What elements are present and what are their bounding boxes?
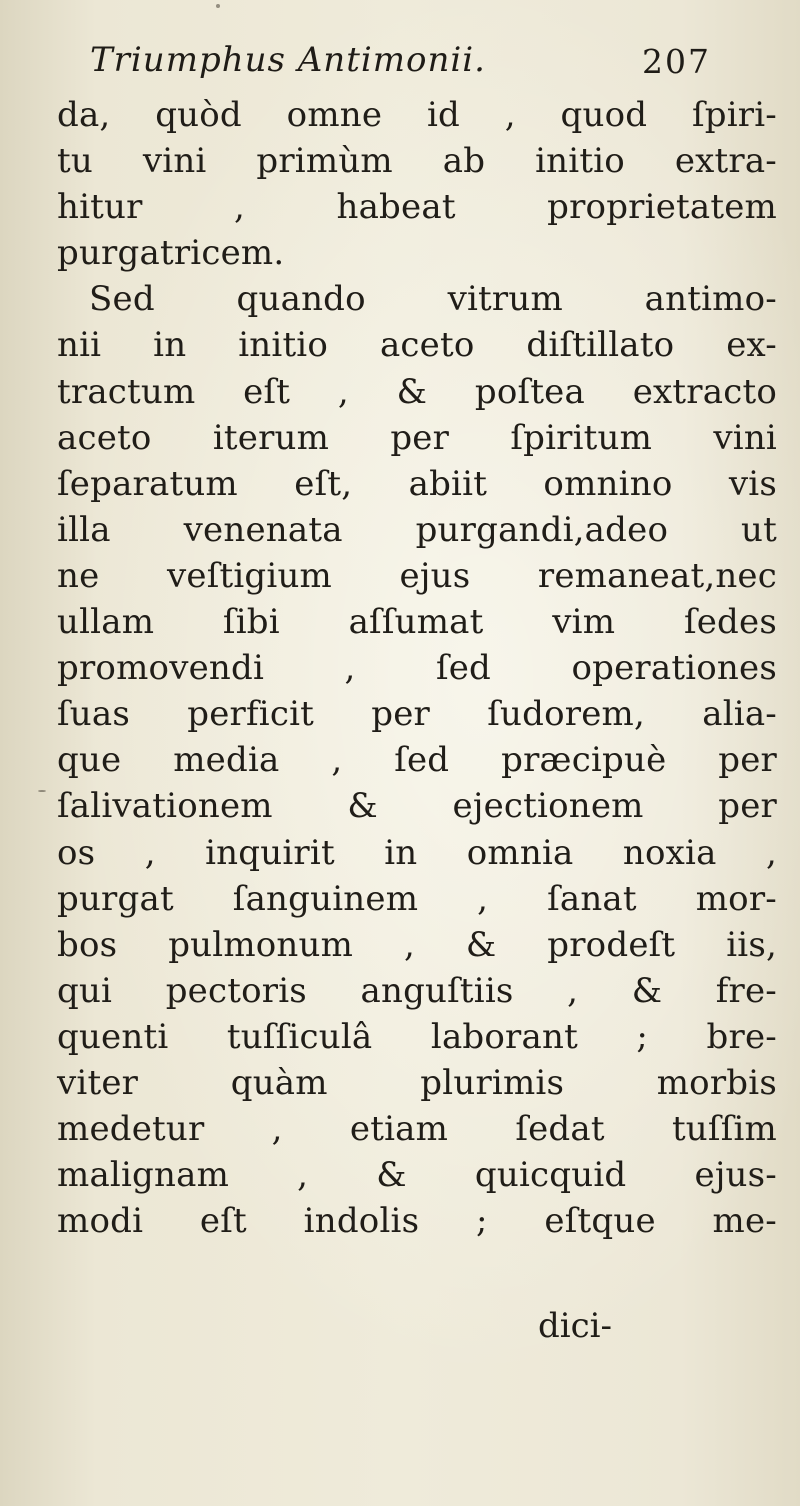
text-line: ſeparatum eſt, abiit omnino vis — [57, 463, 777, 504]
text-line: qui pectoris anguſtiis , & fre- — [57, 970, 777, 1011]
text-line: bos pulmonum , & prodeſt iis, — [57, 924, 777, 965]
text-line: modi eſt indolis ; eſtque me- — [57, 1201, 777, 1242]
text-line: ne veſtigium ejus remaneat,nec — [57, 555, 777, 596]
text-line: que media , ſed præcipuè per — [57, 740, 777, 781]
text-line: viter quàm plurimis morbis — [57, 1062, 777, 1103]
text-line: medetur , etiam ſedat tuſſim — [57, 1109, 777, 1150]
running-head — [0, 40, 800, 100]
text-line: quenti tuſſiculâ laborant ; bre- — [57, 1016, 777, 1057]
ink-speck — [38, 790, 46, 792]
catchword: dici- — [538, 1306, 613, 1346]
text-line: promovendi , ſed operationes — [57, 648, 777, 689]
ink-speck — [216, 4, 220, 8]
text-line: illa venenata purgandi,adeo ut — [57, 509, 777, 550]
text-line: da, quòd omne id , quod ſpiri- — [57, 95, 777, 135]
running-head-title: Triumphus Antimonii. — [90, 40, 486, 80]
text-line: ſuas perficit per ſudorem, alia- — [57, 694, 777, 735]
text-line: nii in initio aceto diſtillato ex- — [57, 325, 777, 366]
text-line: hitur , habeat proprietatem — [57, 187, 777, 228]
text-line: os , inquirit in omnia noxia , — [57, 832, 777, 873]
text-line: ſalivationem & ejectionem per — [57, 786, 777, 827]
text-line: purgatricem. — [57, 233, 285, 274]
text-line: aceto iterum per ſpiritum vini — [57, 417, 777, 458]
paragraph-start-line: Sed quando vitrum antimo- — [89, 279, 777, 320]
text-line: ullam ſibi aſſumat vim ſedes — [57, 602, 777, 643]
page-number: 207 — [642, 42, 711, 81]
text-line: tu vini primùm ab initio extra- — [57, 141, 777, 182]
body-text — [57, 92, 777, 1244]
text-line: purgat ſanguinem , ſanat mor- — [57, 878, 777, 919]
text-line: tractum eſt , & poſtea extracto — [57, 371, 777, 412]
text-line: malignam , & quicquid ejus- — [57, 1155, 777, 1196]
